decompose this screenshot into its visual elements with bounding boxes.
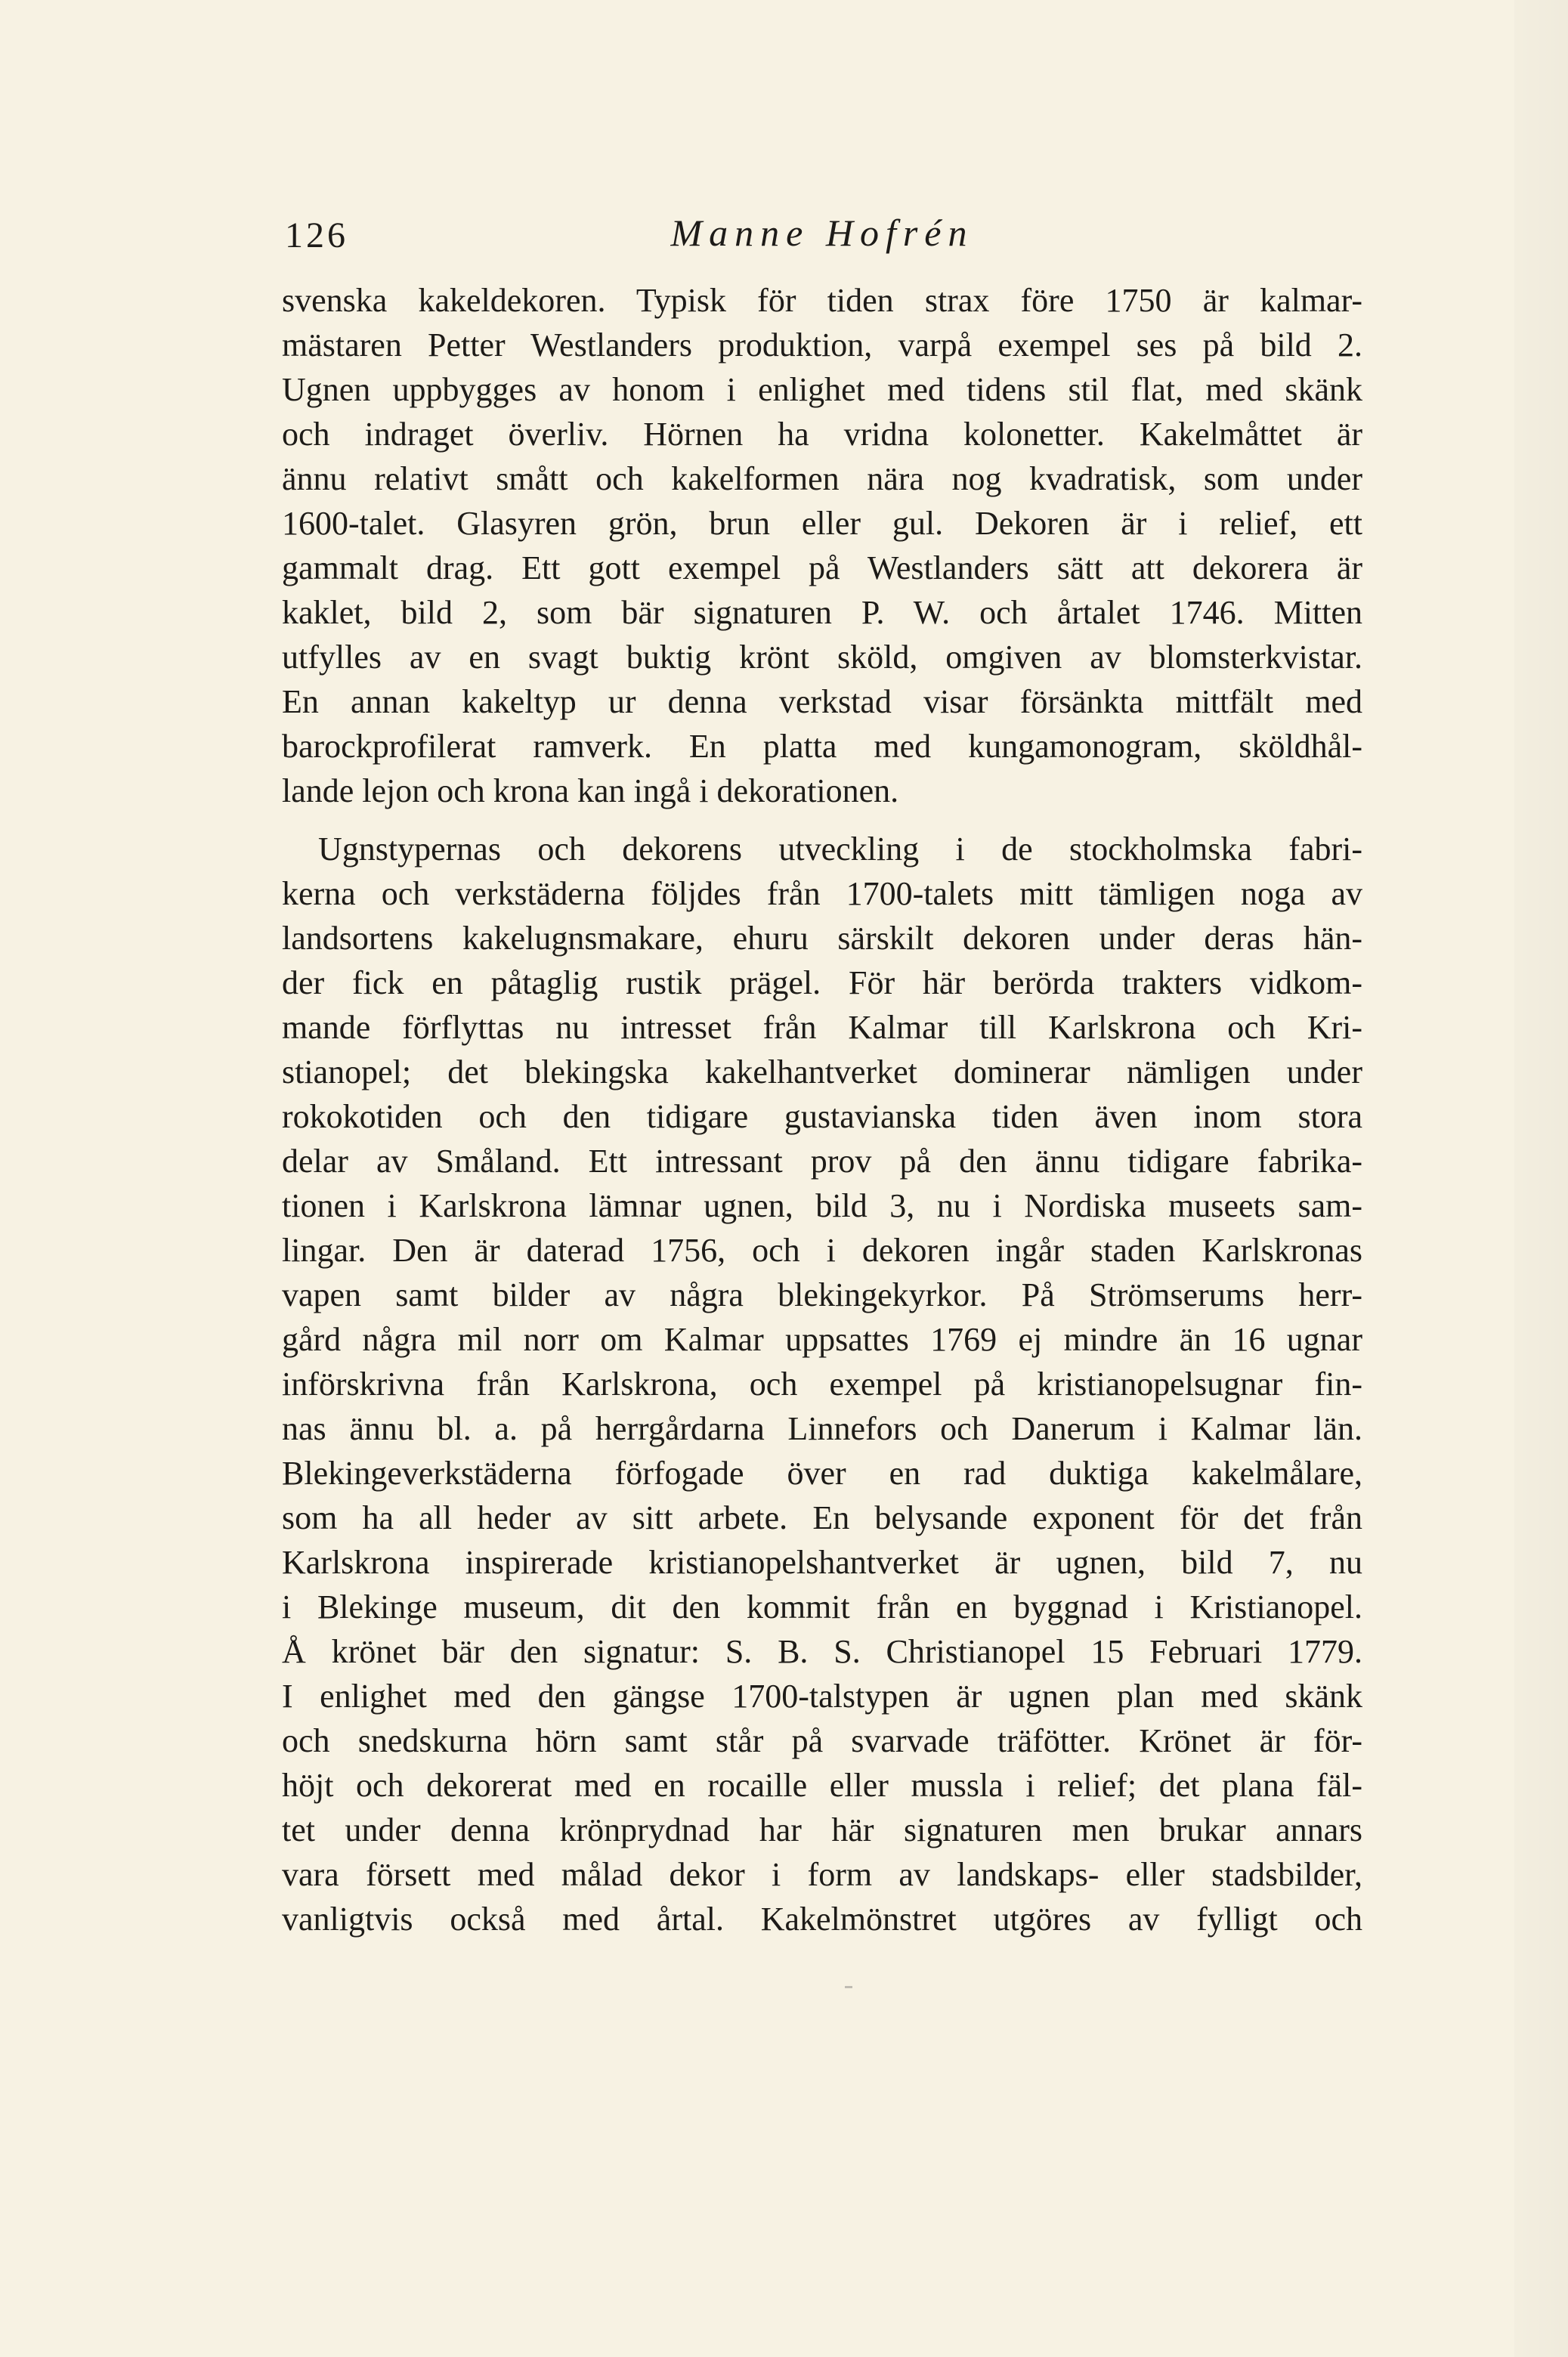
text-line: höjt och dekorerat med en rocaille eller mussla i relief; det plana fäl- [282,1767,1362,1804]
text-line: Blekingeverkstäderna förfogade över en rad duktiga kakelmålare, [282,1455,1362,1492]
text-line: gammalt drag. Ett gott exempel på Westlanders sätt att dekorera är [282,549,1362,586]
text-line: som ha all heder av sitt arbete. En belysande exponent för det från [282,1499,1362,1536]
text-line: vanligtvis också med årtal. Kakelmönstret utgöres av fylligt och [282,1901,1362,1938]
text-block [282,278,1362,1941]
text-line: En annan kakeltyp ur denna verkstad visar försänkta mittfält med [282,683,1362,720]
text-line: rokokotiden och den tidigare gustavianska tiden även inom stora [282,1098,1362,1135]
text-line: mande förflyttas nu intresset från Kalmar till Karlskrona och Kri- [282,1009,1362,1046]
page-number: 126 [285,215,348,255]
text-line: och indraget överliv. Hörnen ha vridna kolonetter. Kakelmåttet är [282,416,1362,453]
text-line: mästaren Petter Westlanders produktion, varpå exempel ses på bild 2. [282,326,1362,363]
text-line: Ugnstypernas och dekorens utveckling i de stockholmska fabri- [318,831,1362,868]
text-line: svenska kakeldekoren. Typisk för tiden strax före 1750 är kalmar- [282,282,1362,319]
text-line: tionen i Karlskrona lämnar ugnen, bild 3, nu i Nordiska museets sam- [282,1187,1362,1224]
text-line: delar av Småland. Ett intressant prov på den ännu tidigare fabrika- [282,1143,1362,1180]
text-line: vapen samt bilder av några blekingekyrkor. På Strömserums herr- [282,1276,1362,1313]
text-line: införskrivna från Karlskrona, och exempel på kristianopelsugnar fin- [282,1366,1362,1403]
scan-speck [845,1986,852,1988]
text-line: i Blekinge museum, dit den kommit från en byggnad i Kristianopel. [282,1588,1362,1625]
text-line: I enlighet med den gängse 1700-talstypen är ugnen plan med skänk [282,1678,1362,1715]
text-line: lingar. Den är daterad 1756, och i dekoren ingår staden Karlskronas [282,1232,1362,1269]
text-line: 1600-talet. Glasyren grön, brun eller gul. Dekoren är i relief, ett [282,505,1362,542]
text-line: ännu relativt smått och kakelformen nära nog kvadratisk, som under [282,460,1362,497]
text-line: tet under denna krönprydnad har här signaturen men brukar annars [282,1811,1362,1848]
text-line: gård några mil norr om Kalmar uppsattes 1769 ej mindre än 16 ugnar [282,1321,1362,1358]
text-line: nas ännu bl. a. på herrgårdarna Linnefors och Danerum i Kalmar län. [282,1410,1362,1447]
text-line: Karlskrona inspirerade kristianopelshantverket är ugnen, bild 7, nu [282,1544,1362,1581]
page-edge [1514,0,1568,2357]
text-line: vara försett med målad dekor i form av landskaps- eller stadsbilder, [282,1856,1362,1893]
text-line: Ugnen uppbygges av honom i enlighet med tidens stil flat, med skänk [282,371,1362,408]
paragraph [282,278,1362,813]
text-line: utfylles av en svagt buktig krönt sköld, omgiven av blomsterkvistar. [282,639,1362,676]
running-title: Manne Hofrén [670,212,974,254]
text-line: landsortens kakelugnsmakare, ehuru särskilt dekoren under deras hän- [282,920,1362,957]
text-line: Å krönet bär den signatur: S. B. S. Christianopel 15 Februari 1779. [282,1633,1362,1670]
text-line: lande lejon och krona kan ingå i dekorationen. [282,772,899,809]
paragraph [282,827,1362,1941]
text-line: barockprofilerat ramverk. En platta med kungamonogram, sköldhål- [282,728,1362,765]
text-line: stianopel; det blekingska kakelhantverket dominerar nämligen under [282,1053,1362,1090]
text-line: och snedskurna hörn samt står på svarvade träfötter. Krönet är för- [282,1722,1362,1759]
text-line: der fick en påtaglig rustik prägel. För här berörda trakters vidkom- [282,964,1362,1001]
text-line: kerna och verkstäderna följdes från 1700-talets mitt tämligen noga av [282,875,1362,912]
text-line: kaklet, bild 2, som bär signaturen P. W. och årtalet 1746. Mitten [282,594,1362,631]
